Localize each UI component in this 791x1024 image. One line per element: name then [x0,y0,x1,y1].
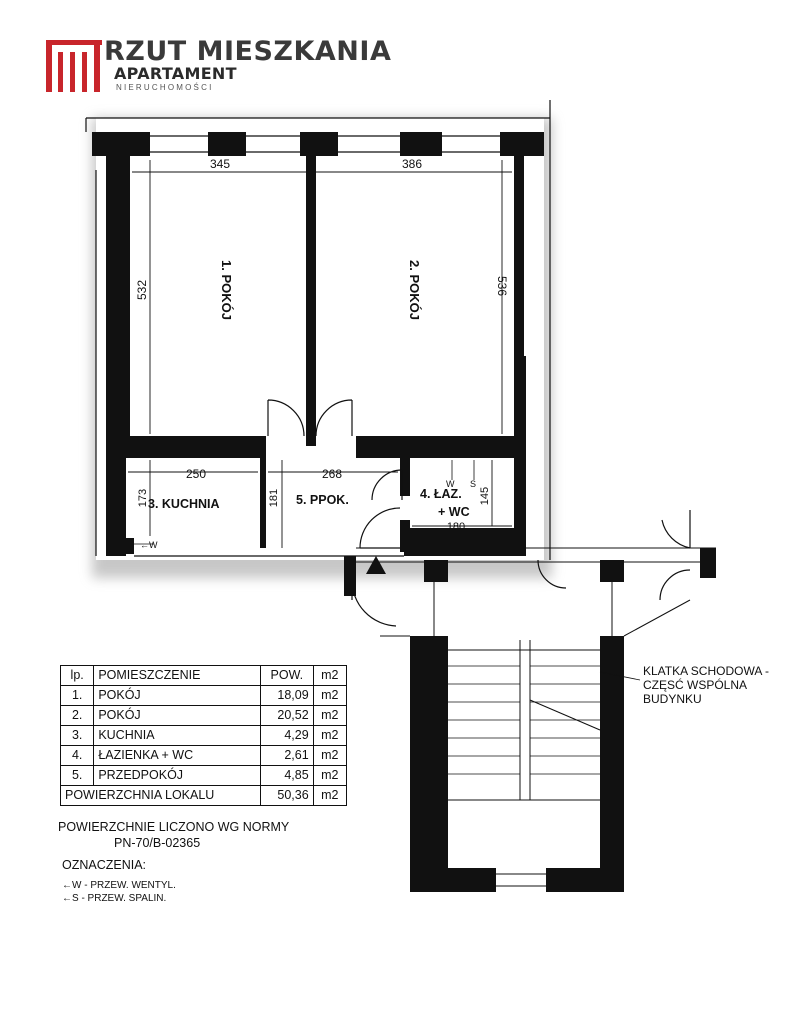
table-header-row [61,666,347,686]
dim-room-1-width: 345 [209,157,231,171]
dim-room-4-height: 145 [479,486,491,506]
row-area: 20,52 [261,706,314,726]
legend-ventilation: ←W - PRZEW. WENTYL. [62,880,176,891]
row-area: 18,09 [261,686,314,706]
total-unit: m2 [313,786,346,806]
row-name: POKÓJ [94,706,261,726]
brand-subtitle: NIERUCHOMOŚCI [116,83,214,92]
marker-kitchen-w: ←W [140,540,158,550]
stairwell-label-line-1: KLATKA SCHODOWA - [643,664,770,678]
dim-room-3-height: 173 [137,488,149,508]
brand-name: APARTAMENT [114,64,237,83]
stairwell-label-line-2: CZĘSĆ WSPÓLNA [643,678,748,692]
norm-note-line-1: POWIERZCHNIE LICZONO WG NORMY [58,820,290,834]
row-area: 2,61 [261,746,314,766]
stairwell-label [643,664,769,706]
legend-flue: ←S - PRZEW. SPALIN. [62,893,167,904]
row-lp: 2. [61,706,94,726]
page-title: RZUT MIESZKANIA [104,36,392,67]
marker-w: W [446,479,455,489]
table-header-unit: m2 [313,666,346,686]
row-name: ŁAZIENKA + WC [94,746,261,766]
dim-room-1-height: 532 [135,279,149,301]
area-table [60,665,347,806]
table-total-row [61,786,347,806]
legend-title: OZNACZENIA: [62,858,147,872]
row-unit: m2 [313,726,346,746]
row-name: PRZEDPOKÓJ [94,766,261,786]
row-area: 4,29 [261,726,314,746]
room-1-label: 1. POKÓJ [219,260,234,320]
row-lp: 1. [61,686,94,706]
room-5-label: 5. PPOK. [296,493,349,507]
room-4-label: 4. ŁAZ. [420,487,462,501]
dim-room-5-height: 181 [268,488,280,508]
dim-room-5-width: 268 [321,467,343,481]
room-3-label: 3. KUCHNIA [148,497,220,511]
dim-room-2-height: 536 [495,275,509,297]
table-row [61,726,347,746]
row-unit: m2 [313,746,346,766]
dim-room-3-width: 250 [185,467,207,481]
table-row [61,766,347,786]
table-row [61,686,347,706]
room-2-label: 2. POKÓJ [407,260,422,320]
room-4-label-2: + WC [438,505,470,519]
total-label: POWIERZCHNIA LOKALU [61,786,261,806]
norm-note-line-2: PN-70/B-02365 [114,836,201,850]
row-lp: 4. [61,746,94,766]
row-name: POKÓJ [94,686,261,706]
row-unit: m2 [313,706,346,726]
table-header-lp: lp. [61,666,94,686]
row-name: KUCHNIA [94,726,261,746]
row-lp: 5. [61,766,94,786]
table-row [61,746,347,766]
table-header-area: POW. [261,666,314,686]
row-area: 4,85 [261,766,314,786]
marker-s: S [470,479,477,489]
dim-room-2-width: 386 [401,157,423,171]
logo [44,36,392,96]
table-row [61,706,347,726]
total-area: 50,36 [261,786,314,806]
row-lp: 3. [61,726,94,746]
stairwell-label-line-3: BUDYNKU [643,692,702,706]
table-header-room: POMIESZCZENIE [94,666,261,686]
row-unit: m2 [313,766,346,786]
dim-room-4-width: 180 [446,521,466,533]
row-unit: m2 [313,686,346,706]
